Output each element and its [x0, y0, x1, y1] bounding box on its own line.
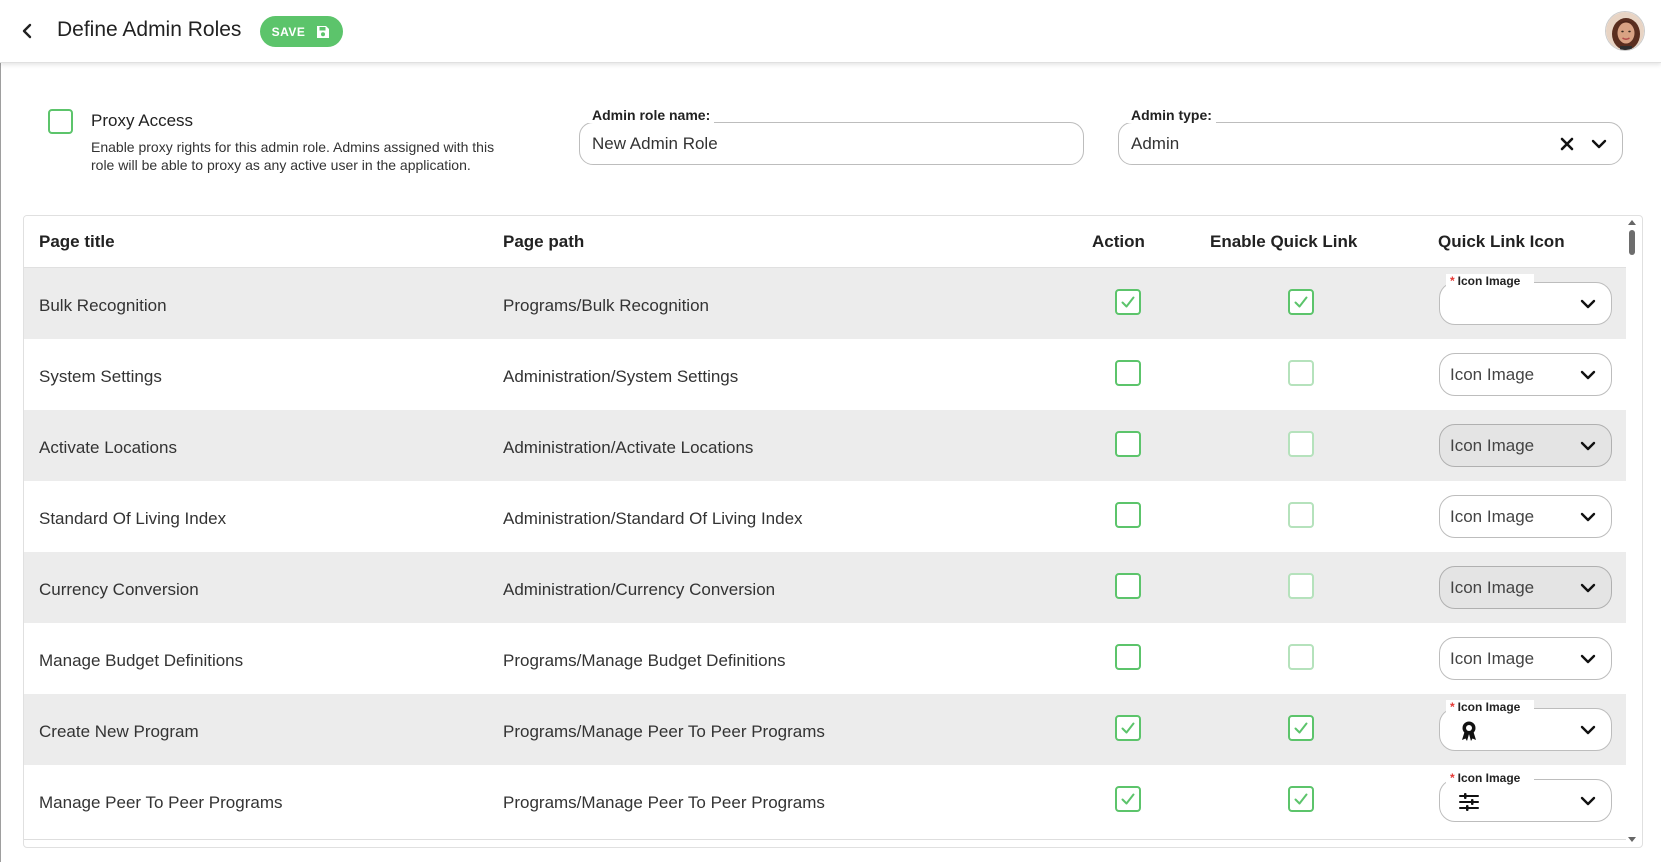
page-title: Define Admin Roles — [57, 18, 242, 41]
row-page-path: Administration/System Settings — [503, 367, 739, 386]
action-checkbox[interactable] — [1115, 644, 1141, 670]
left-border-line — [0, 62, 1, 862]
enable-quick-link-checkbox[interactable] — [1288, 644, 1314, 670]
row-page-title: Create New Program — [39, 722, 199, 741]
icon-select-label-text: Icon Image — [1457, 274, 1521, 288]
row-page-path: Programs/Manage Peer To Peer Programs — [503, 722, 825, 741]
chevron-down-icon — [1579, 650, 1597, 668]
quick-link-icon-select[interactable] — [1439, 566, 1612, 609]
admin-role-name-label: Admin role name: — [588, 107, 714, 123]
row-page-title: Manage Peer To Peer Programs — [39, 793, 283, 812]
check-icon — [1293, 294, 1309, 310]
required-marker: * — [1450, 700, 1455, 714]
chevron-down-icon — [1579, 366, 1597, 384]
award-ribbon-icon — [1457, 719, 1481, 743]
column-header-action: Action — [1092, 232, 1145, 251]
icon-select-label — [1446, 700, 1534, 714]
chevron-down-icon — [1579, 721, 1597, 739]
row-page-title: Bulk Recognition — [39, 296, 167, 315]
column-header-page-title: Page title — [39, 232, 115, 251]
chevron-down-icon — [1579, 295, 1597, 313]
icon-select-placeholder: Icon Image — [1450, 436, 1535, 455]
floppy-disk-icon — [315, 24, 331, 40]
scroll-down-arrow-icon[interactable] — [1627, 836, 1637, 844]
enable-quick-link-checkbox[interactable] — [1288, 573, 1314, 599]
action-checkbox[interactable] — [1115, 360, 1141, 386]
chevron-left-icon — [19, 23, 35, 39]
row-page-title: Standard Of Living Index — [39, 509, 227, 528]
icon-select-label — [1446, 771, 1534, 785]
icon-select-placeholder: Icon Image — [1450, 578, 1535, 597]
avatar[interactable] — [1605, 11, 1645, 51]
permissions-table — [23, 215, 1643, 848]
enable-quick-link-checkbox[interactable] — [1288, 431, 1314, 457]
quick-link-icon-select[interactable] — [1439, 637, 1612, 680]
scrollbar-thumb[interactable] — [1629, 230, 1635, 255]
table-row — [24, 268, 1627, 343]
clear-icon[interactable] — [1558, 135, 1576, 153]
admin-type-label: Admin type: — [1127, 107, 1216, 123]
check-icon — [1120, 294, 1136, 310]
row-page-title: Activate Locations — [39, 438, 177, 457]
row-page-path: Administration/Activate Locations — [503, 438, 754, 457]
table-row — [24, 552, 1627, 627]
scrollbar-track[interactable] — [1626, 216, 1638, 847]
admin-role-name-value: New Admin Role — [592, 134, 718, 153]
action-checkbox[interactable] — [1115, 289, 1141, 315]
row-page-path: Administration/Standard Of Living Index — [503, 509, 803, 528]
proxy-access-checkbox[interactable] — [48, 109, 73, 134]
row-page-path: Administration/Currency Conversion — [503, 580, 776, 599]
check-icon — [1293, 791, 1309, 807]
check-icon — [1120, 791, 1136, 807]
column-header-page-path: Page path — [503, 232, 585, 251]
required-marker: * — [1450, 274, 1455, 288]
table-row — [24, 481, 1627, 556]
icon-select-placeholder: Icon Image — [1450, 365, 1535, 384]
quick-link-icon-select[interactable] — [1439, 771, 1612, 822]
row-page-title: Manage Budget Definitions — [39, 651, 244, 670]
quick-link-icon-select[interactable] — [1439, 495, 1612, 538]
quick-link-icon-select[interactable] — [1439, 353, 1612, 396]
table-row — [24, 765, 1627, 840]
admin-role-name-input[interactable] — [579, 107, 1084, 165]
proxy-access-description: Enable proxy rights for this admin role. Admins assigned with this role will be able to proxy as any active user in the application. — [91, 139, 495, 173]
row-page-path: Programs/Bulk Recognition — [503, 296, 709, 315]
action-checkbox[interactable] — [1115, 573, 1141, 599]
table-row — [24, 339, 1627, 414]
required-marker: * — [1450, 771, 1455, 785]
quick-link-icon-select[interactable] — [1439, 700, 1612, 751]
enable-quick-link-checkbox[interactable] — [1288, 715, 1314, 741]
row-page-title: System Settings — [39, 367, 162, 386]
table-header — [24, 216, 1627, 268]
table-row — [24, 410, 1627, 485]
action-checkbox[interactable] — [1115, 431, 1141, 457]
admin-type-value: Admin — [1131, 134, 1180, 153]
column-header-quick-link-icon: Quick Link Icon — [1438, 232, 1565, 251]
icon-select-label — [1446, 274, 1534, 288]
action-checkbox[interactable] — [1115, 502, 1141, 528]
quick-link-icon-select[interactable] — [1439, 424, 1612, 467]
enable-quick-link-checkbox[interactable] — [1288, 360, 1314, 386]
row-page-path: Programs/Manage Budget Definitions — [503, 651, 786, 670]
row-page-title: Currency Conversion — [39, 580, 199, 599]
admin-type-select[interactable] — [1118, 107, 1623, 165]
chevron-down-icon — [1579, 579, 1597, 597]
sliders-icon — [1457, 790, 1481, 814]
back-button[interactable] — [14, 18, 40, 44]
chevron-down-icon — [1579, 792, 1597, 810]
action-checkbox[interactable] — [1115, 786, 1141, 812]
enable-quick-link-checkbox[interactable] — [1288, 502, 1314, 528]
quick-link-icon-select[interactable] — [1439, 274, 1612, 325]
proxy-access-title: Proxy Access — [91, 111, 194, 130]
save-button[interactable] — [260, 16, 343, 47]
check-icon — [1120, 720, 1136, 736]
action-checkbox[interactable] — [1115, 715, 1141, 741]
chevron-down-icon — [1579, 508, 1597, 526]
column-header-enable-quick-link: Enable Quick Link — [1210, 232, 1358, 251]
table-row — [24, 623, 1627, 698]
icon-select-placeholder: Icon Image — [1450, 649, 1535, 668]
icon-select-placeholder: Icon Image — [1450, 507, 1535, 526]
scroll-up-arrow-icon[interactable] — [1627, 218, 1637, 226]
user-photo-icon — [1606, 12, 1645, 51]
icon-select-label-text: Icon Image — [1457, 771, 1521, 785]
row-page-path: Programs/Manage Peer To Peer Programs — [503, 793, 825, 812]
save-label: SAVE — [271, 24, 306, 39]
chevron-down-icon — [1579, 437, 1597, 455]
icon-select-label-text: Icon Image — [1457, 700, 1521, 714]
header-bar — [0, 0, 1661, 63]
table-row — [24, 694, 1627, 769]
enable-quick-link-checkbox[interactable] — [1288, 786, 1314, 812]
chevron-down-icon[interactable] — [1590, 135, 1608, 153]
check-icon — [1293, 720, 1309, 736]
enable-quick-link-checkbox[interactable] — [1288, 289, 1314, 315]
